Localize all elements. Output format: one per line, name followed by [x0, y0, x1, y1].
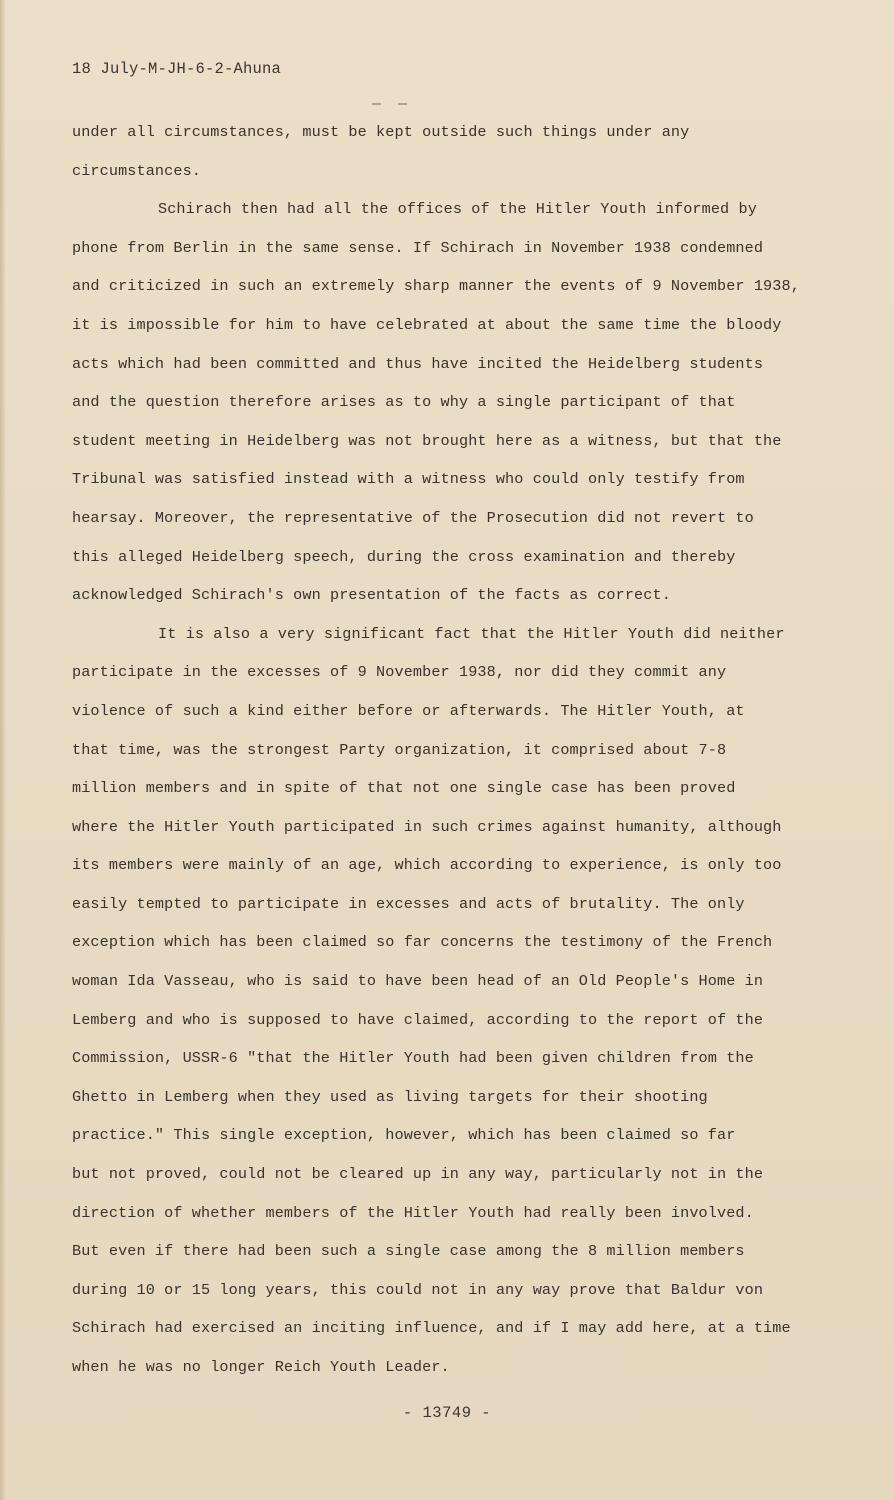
stray-mark: [398, 103, 407, 105]
text-line: Commission, USSR-6 "that the Hitler Youth had been given children from the: [72, 1049, 754, 1068]
page-edge-shadow: [0, 0, 6, 1500]
text-line: practice." This single exception, however, which has been claimed so far: [72, 1126, 736, 1145]
text-line: it is impossible for him to have celebrated at about the same time the bloody: [72, 315, 782, 334]
text-line: circumstances.: [72, 161, 201, 180]
stray-mark: [372, 103, 381, 105]
text-line: its members were mainly of an age, which according to experience, is only too: [72, 856, 782, 875]
text-line: But even if there had been such a single case among the 8 million members: [72, 1242, 745, 1261]
text-line: woman Ida Vasseau, who is said to have been head of an Old People's Home in: [72, 972, 764, 991]
text-line: participate in the excesses of 9 November 1938, nor did they commit any: [72, 663, 727, 682]
text-line: and criticized in such an extremely sharp manner the events of 9 November 1938,: [72, 277, 800, 296]
text-line: hearsay. Moreover, the representative of the Prosecution did not revert to: [72, 508, 754, 527]
text-line: but not proved, could not be cleared up in any way, particularly not in the: [72, 1165, 764, 1184]
text-line: violence of such a kind either before or afterwards. The Hitler Youth, at: [72, 701, 745, 720]
page-number: - 13749 -: [402, 1404, 492, 1422]
text-line: student meeting in Heidelberg was not brought here as a witness, but that the: [72, 431, 782, 450]
text-line: Tribunal was satisfied instead with a witness who could only testify from: [72, 470, 745, 489]
text-line: during 10 or 15 long years, this could not in any way prove that Baldur von: [72, 1280, 764, 1299]
text-line: Schirach had exercised an inciting influence, and if I may add here, at a time: [72, 1319, 791, 1338]
text-line: Lemberg and who is supposed to have claimed, according to the report of the: [72, 1010, 764, 1029]
text-line: million members and in spite of that not one single case has been proved: [72, 779, 736, 798]
text-line: where the Hitler Youth participated in such crimes against humanity, although: [72, 817, 782, 836]
text-line: under all circumstances, must be kept outside such things under any: [72, 123, 690, 141]
text-line: exception which has been claimed so far concerns the testimony of the French: [72, 933, 773, 952]
document-reference: 18 July-M-JH-6-2-Ahuna: [72, 60, 282, 78]
text-line: direction of whether members of the Hitler Youth had really been involved.: [72, 1203, 754, 1222]
text-line: acknowledged Schirach's own presentation of the facts as correct.: [72, 586, 671, 605]
document-body: [72, 113, 822, 1387]
text-line: acts which had been committed and thus have incited the Heidelberg students: [72, 354, 764, 373]
text-line: It is also a very significant fact that the Hitler Youth did neither: [158, 624, 785, 643]
text-line: and the question therefore arises as to why a single participant of that: [72, 393, 736, 412]
text-line: when he was no longer Reich Youth Leader.: [72, 1358, 450, 1376]
text-line: that time, was the strongest Party organization, it comprised about 7-8: [72, 740, 727, 759]
text-line: easily tempted to participate in excesses and acts of brutality. The only: [72, 894, 745, 913]
text-line: this alleged Heidelberg speech, during the cross examination and thereby: [72, 547, 736, 566]
text-line: Schirach then had all the offices of the Hitler Youth informed by: [158, 200, 757, 219]
text-line: phone from Berlin in the same sense. If Schirach in November 1938 condemned: [72, 238, 764, 257]
text-line: Ghetto in Lemberg when they used as living targets for their shooting: [72, 1087, 708, 1106]
